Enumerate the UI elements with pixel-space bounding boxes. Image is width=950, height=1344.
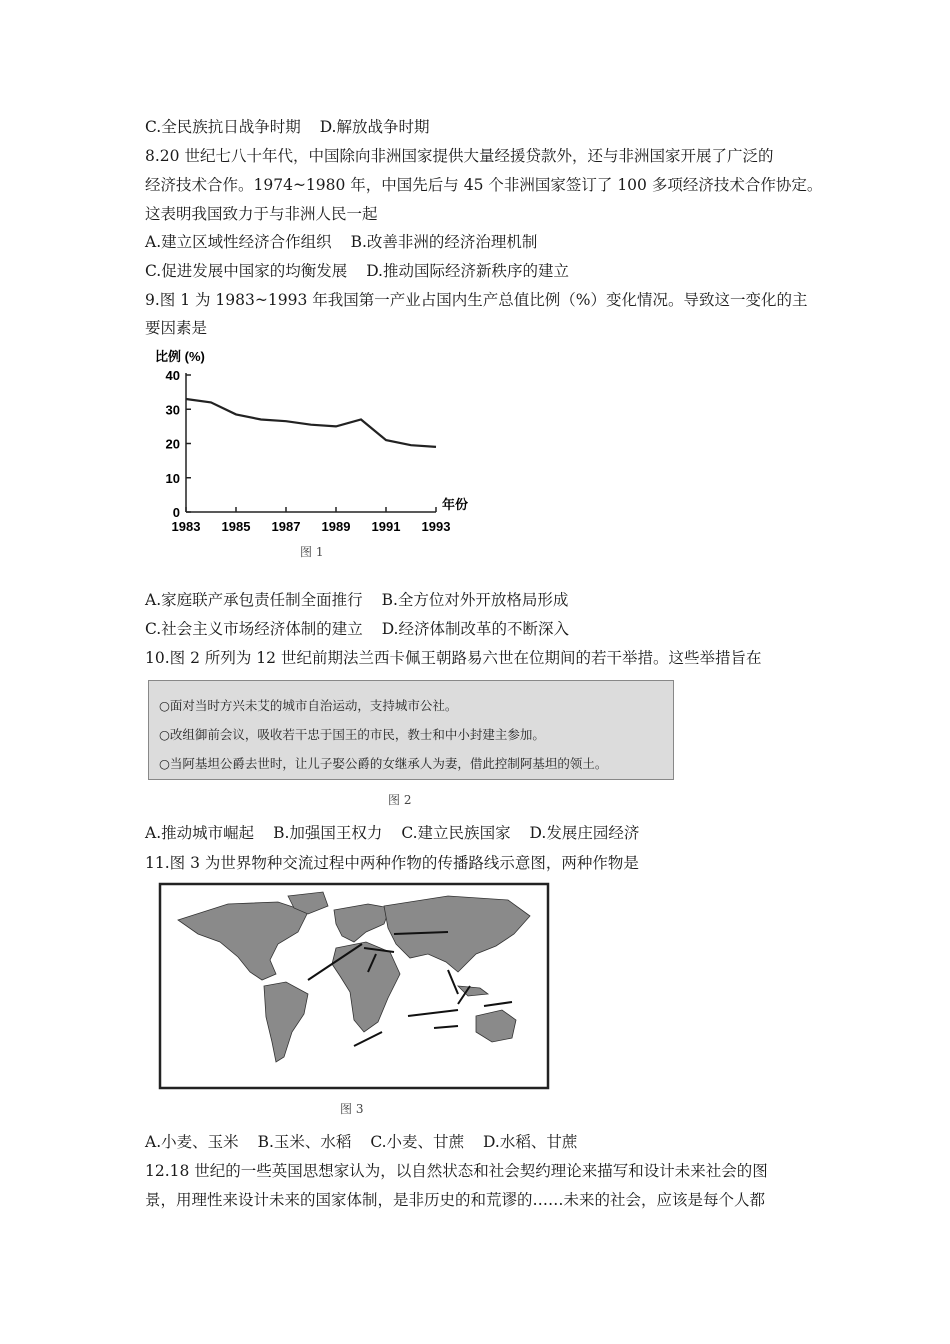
q8-option-a: A.建立区域性经济合作组织 [145, 233, 332, 251]
chart-xlabel: 年份 [442, 497, 469, 512]
q8-stem-line-3: 这表明我国致力于与非洲人民一起 [145, 205, 378, 223]
q7-options [145, 117, 444, 137]
y-tick-label: 30 [165, 402, 180, 418]
x-tick-label: 1987 [271, 519, 301, 534]
q11-option-d: D.水稻、甘蔗 [483, 1133, 578, 1151]
x-tick-label: 1985 [221, 519, 251, 534]
q10-option-a: A.推动城市崛起 [145, 824, 255, 842]
q11-stem: 11.图 3 为世界物种交流过程中两种作物的传播路线示意图，两种作物是 [145, 854, 639, 872]
q7-option-d: D.解放战争时期 [319, 118, 430, 136]
figure-2-item-2: ○改组御前会议，吸收若干忠于国王的市民，教士和中小封建主参加。 [159, 727, 545, 742]
q8-stem-line-2: 经济技术合作。1974~1980 年，中国先后与 45 个非洲国家签订了 100 多项经济技术合作协定。 [145, 176, 823, 194]
q9-option-c: C.社会主义市场经济体制的建立 [145, 620, 363, 638]
x-tick-label: 1989 [321, 519, 351, 534]
q9-stem-line-2: 要因素是 [145, 319, 208, 337]
q8-option-b: B.改善非洲的经济治理机制 [350, 233, 538, 251]
x-tick-label: 1983 [171, 519, 201, 534]
q10-stem: 10.图 2 所列为 12 世纪前期法兰西卡佩王朝路易六世在位期间的若干举措。这些举措旨在 [145, 649, 762, 667]
q8-options-row-1 [145, 232, 551, 252]
q11-option-b: B.玉米、水稻 [257, 1133, 352, 1151]
figure-1-line-chart [150, 345, 480, 570]
y-tick-label: 40 [165, 368, 180, 383]
q10-options [145, 823, 653, 843]
x-tick-label: 1991 [371, 519, 401, 534]
q9-option-b: B.全方位对外开放格局形成 [381, 591, 569, 609]
q10-option-c: C.建立民族国家 [401, 824, 511, 842]
figure-2-box [148, 680, 674, 780]
q9-options-row-1 [145, 590, 582, 610]
q11-option-a: A.小麦、玉米 [145, 1133, 239, 1151]
x-tick-label: 1993 [421, 519, 451, 534]
q9-stem-line-1: 9.图 1 为 1983~1993 年我国第一产业占国内生产总值比例（%）变化情况。导致这一变化的主 [145, 291, 808, 309]
q12-stem-line-1: 12.18 世纪的一些英国思想家认为，以自然状态和社会契约理论来描写和设计未来社会的图 [145, 1162, 768, 1180]
q8-stem-line-1: 8.20 世纪七八十年代，中国除向非洲国家提供大量经援贷款外，还与非洲国家开展了广泛的 [145, 147, 774, 165]
figure-2-caption: 图 2 [388, 793, 412, 807]
q7-option-c: C.全民族抗日战争时期 [145, 118, 301, 136]
chart-caption: 图 1 [300, 545, 324, 559]
q8-option-c: C.促进发展中国家的均衡发展 [145, 262, 348, 280]
figure-3-caption: 图 3 [340, 1102, 364, 1116]
y-tick-label: 10 [165, 470, 180, 486]
q9-options-row-2 [145, 619, 583, 639]
y-tick-label: 0 [172, 505, 180, 520]
q8-options-row-2 [145, 261, 583, 281]
figure-2-item-3: ○当阿基坦公爵去世时，让儿子娶公爵的女继承人为妻，借此控制阿基坦的领土。 [159, 756, 608, 771]
q9-option-a: A.家庭联产承包责任制全面推行 [145, 591, 363, 609]
q9-option-d: D.经济体制改革的不断深入 [381, 620, 569, 638]
q12-stem-line-2: 景，用理性来设计未来的国家体制，是非历史的和荒谬的……未来的社会，应该是每个人都 [145, 1191, 766, 1209]
series-line [186, 399, 436, 447]
q11-options [145, 1132, 591, 1152]
q10-option-d: D.发展庄园经济 [529, 824, 640, 842]
q11-option-c: C.小麦、甘蔗 [370, 1133, 465, 1151]
figure-3-world-map [158, 882, 550, 1090]
figure-2-item-1: ○面对当时方兴未艾的城市自治运动，支持城市公社。 [159, 698, 458, 713]
q10-option-b: B.加强国王权力 [273, 824, 383, 842]
y-tick-label: 20 [165, 436, 180, 452]
chart-ylabel: 比例 (%) [155, 349, 205, 364]
q8-option-d: D.推动国际经济新秩序的建立 [366, 262, 569, 280]
